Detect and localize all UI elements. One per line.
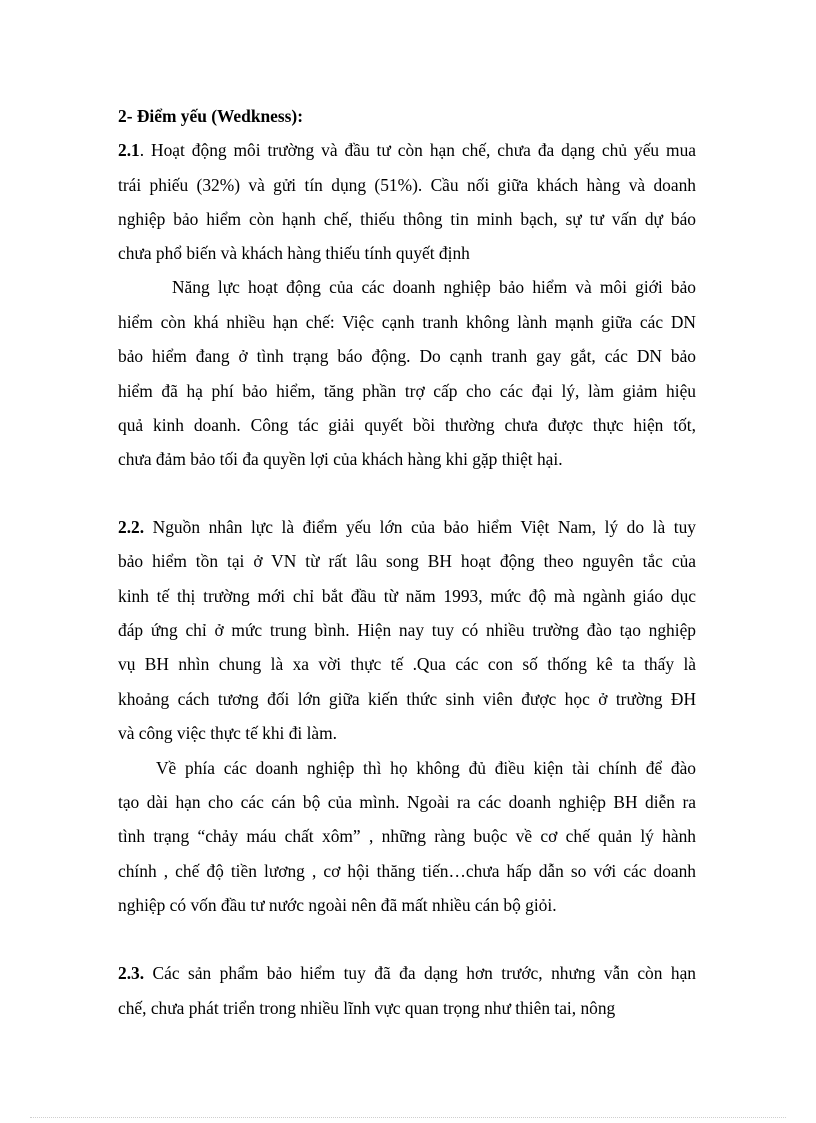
para-capacity-line-1: Năng lực hoạt động của các doanh nghiệp bảo hiểm và môi giới bảo xyxy=(172,277,696,297)
para-2-2-line-3: kinh tế thị trường mới chỉ bắt đầu từ năm 1993, mức độ mà ngành giáo dục xyxy=(118,586,696,606)
para-2-2-label: 2.2. xyxy=(118,517,145,537)
para-enterprises-line-4: chính , chế độ tiền lương , cơ hội thăng tiến…chưa hấp dẫn so với các doanh xyxy=(118,861,696,881)
para-2-2-line-2: bảo hiểm tồn tại ở VN từ rất lâu song BH hoạt động theo nguyên tắc của xyxy=(118,551,696,571)
para-capacity-line-6: chưa đảm bảo tối đa quyền lợi của khách hàng khi gặp thiệt hại. xyxy=(118,449,563,469)
para-2-1-line-2: trái phiếu (32%) và gửi tín dụng (51%). Cầu nối giữa khách hàng và doanh xyxy=(118,175,696,195)
page-bottom-rule xyxy=(30,1117,786,1118)
para-enterprises-line-5: nghiệp có vốn đầu tư nước ngoài nên đã mất nhiều cán bộ giỏi. xyxy=(118,895,557,915)
para-2-2-line-7: và công việc thực tế khi đi làm. xyxy=(118,723,338,743)
para-2-2-line-6: khoảng cách tương đối lớn giữa kiến thức sinh viên được học ở trường ĐH xyxy=(118,689,696,709)
para-enterprises-line-3: tình trạng “chảy máu chất xôm” , những ràng buộc về cơ chế quản lý hành xyxy=(118,826,696,846)
para-2-3-line-1: 2.3. Các sản phẩm bảo hiểm tuy đã đa dạng hơn trước, nhưng vẫn còn hạn xyxy=(118,963,696,983)
para-2-2-line-4: đáp ứng chỉ ở mức trung bình. Hiện nay tuy có nhiều trường đào tạo nghiệp xyxy=(118,620,696,640)
para-capacity-line-2: hiểm còn khá nhiều hạn chế: Việc cạnh tranh không lành mạnh giữa các DN xyxy=(118,312,696,332)
para-2-1-line-3: nghiệp bảo hiểm còn hạnh chế, thiếu thông tin minh bạch, sự tư vấn dự báo xyxy=(118,209,696,229)
para-capacity-line-4: hiểm đã hạ phí bảo hiểm, tăng phần trợ cấp cho các đại lý, làm giảm hiệu xyxy=(118,381,696,401)
para-2-1-label: 2.1 xyxy=(118,140,140,160)
para-enterprises-line-2: tạo dài hạn cho các cán bộ của mình. Ngoài ra các doanh nghiệp BH diễn ra xyxy=(118,792,696,812)
para-2-2-line-1: 2.2. Nguồn nhân lực là điểm yếu lớn của bảo hiểm Việt Nam, lý do là tuy xyxy=(118,517,696,537)
para-capacity-line-3: bảo hiểm đang ở tình trạng báo động. Do cạnh tranh gay gắt, các DN bảo xyxy=(118,346,696,366)
para-2-3-label: 2.3. xyxy=(118,963,145,983)
para-2-1-line-4: chưa phổ biến và khách hàng thiếu tính quyết định xyxy=(118,243,470,263)
para-2-1-line-1: 2.1. Hoạt động môi trường và đầu tư còn hạn chế, chưa đa dạng chủ yếu mua xyxy=(118,140,696,160)
para-capacity-line-5: quả kinh doanh. Công tác giải quyết bồi thường chưa được thực hiện tốt, xyxy=(118,415,696,435)
section-heading: 2- Điểm yếu (Wedkness): xyxy=(118,106,304,126)
para-2-2-line-5: vụ BH nhìn chung là xa vời thực tế .Qua các con số thống kê ta thấy là xyxy=(118,654,696,674)
para-enterprises-line-1: Về phía các doanh nghiệp thì họ không đủ điều kiện tài chính để đào xyxy=(156,758,696,778)
para-2-3-line-2: chế, chưa phát triển trong nhiều lĩnh vực quan trọng như thiên tai, nông xyxy=(118,998,616,1018)
